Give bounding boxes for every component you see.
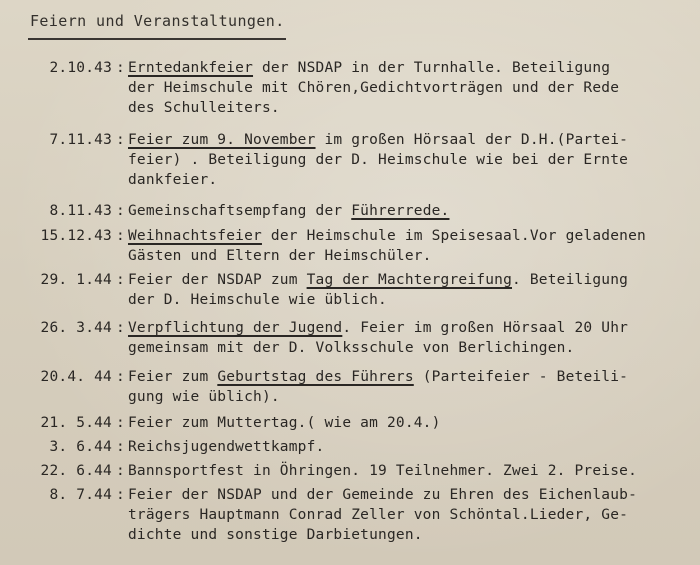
event-date: 21. 5.44 xyxy=(40,415,112,431)
event-date: 20.4. 44 xyxy=(40,369,112,385)
date-separator: : xyxy=(116,132,125,148)
event-date: 29. 1.44 xyxy=(40,272,112,288)
event-date: 3. 6.44 xyxy=(49,439,112,455)
description-line xyxy=(128,437,324,457)
text-segment: der Heimschule im Speisesaal.Vor geladenen xyxy=(261,228,646,244)
text-segment: gemeinsam mit der D. Volksschule von Berlichingen. xyxy=(128,340,575,356)
date-separator: : xyxy=(116,228,125,244)
description-line xyxy=(128,338,628,358)
text-segment: trägers Hauptmann Conrad Zeller von Schöntal.Lieder, Ge- xyxy=(128,507,629,523)
description-line xyxy=(128,226,646,246)
underlined-phrase: Weihnachtsfeier xyxy=(128,228,262,244)
event-date: 22. 6.44 xyxy=(40,463,112,479)
description-line xyxy=(128,170,628,190)
date-separator: : xyxy=(116,463,125,479)
heading-underline xyxy=(28,38,286,40)
event-date: 2.10.43 xyxy=(49,60,112,76)
text-segment: gung wie üblich). xyxy=(128,389,280,405)
text-segment: Feier zum xyxy=(128,369,218,385)
text-segment: (Parteifeier - Beteili- xyxy=(413,369,629,385)
underlined-phrase: Feier zum 9. November xyxy=(128,132,316,148)
event-description xyxy=(128,226,646,266)
event-date: 8.11.43 xyxy=(49,203,112,219)
text-segment: feier) . Beteiligung der D. Heimschule wie bei der Ernte xyxy=(128,152,629,168)
text-segment: Feier der NSDAP und der Gemeinde zu Ehren des Eichenlaub- xyxy=(128,487,637,503)
description-line xyxy=(128,461,637,481)
text-segment: der NSDAP in der Turnhalle. Beteiligung xyxy=(253,60,611,76)
text-segment: im großen Hörsaal der D.H.(Partei- xyxy=(315,132,629,148)
text-segment: der D. Heimschule wie üblich. xyxy=(128,292,387,308)
underlined-phrase: Führerrede. xyxy=(351,203,450,219)
description-line xyxy=(128,505,637,525)
date-separator: : xyxy=(116,369,125,385)
underlined-phrase: Verpflichtung der Jugend xyxy=(128,320,343,336)
text-segment: Gästen und Eltern der Heimschüler. xyxy=(128,248,432,264)
underlined-phrase: Geburtstag des Führers xyxy=(217,369,414,385)
text-segment: Gemeinschaftsempfang der xyxy=(128,203,352,219)
event-description xyxy=(128,58,619,118)
event-date: 26. 3.44 xyxy=(40,320,112,336)
description-line xyxy=(128,150,628,170)
description-line xyxy=(128,246,646,266)
event-date: 15.12.43 xyxy=(40,228,112,244)
text-segment: dichte und sonstige Darbietungen. xyxy=(128,527,423,543)
date-separator: : xyxy=(116,415,125,431)
text-segment: . Beteiligung xyxy=(512,272,629,288)
text-segment: Reichsjugendwettkampf. xyxy=(128,439,325,455)
date-separator: : xyxy=(116,60,125,76)
description-line xyxy=(128,387,628,407)
event-description xyxy=(128,270,628,310)
text-segment: der Heimschule mit Chören,Gedichtvorträgen und der Rede xyxy=(128,80,620,96)
date-separator: : xyxy=(116,487,125,503)
description-line xyxy=(128,98,619,118)
event-description xyxy=(128,485,637,545)
underlined-phrase: Tag der Machtergreifung xyxy=(306,272,512,288)
description-line xyxy=(128,201,449,221)
event-date: 7.11.43 xyxy=(49,132,112,148)
event-description xyxy=(128,461,637,481)
text-segment: Feier der NSDAP zum xyxy=(128,272,307,288)
description-line xyxy=(128,367,628,387)
section-heading: Feiern und Veranstaltungen. xyxy=(30,12,285,30)
text-segment: des Schulleiters. xyxy=(128,100,280,116)
description-line xyxy=(128,290,628,310)
event-description xyxy=(128,130,628,190)
date-separator: : xyxy=(116,272,125,288)
text-segment: Feier zum Muttertag.( wie am 20.4.) xyxy=(128,415,441,431)
date-separator: : xyxy=(116,320,125,336)
description-line xyxy=(128,485,637,505)
description-line xyxy=(128,130,628,150)
underlined-phrase: Erntedankfeier xyxy=(128,60,254,76)
description-line xyxy=(128,78,619,98)
text-segment: dankfeier. xyxy=(128,172,218,188)
description-line xyxy=(128,58,619,78)
description-line xyxy=(128,318,628,338)
event-description xyxy=(128,318,628,358)
event-description xyxy=(128,413,441,433)
event-description xyxy=(128,437,324,457)
description-line xyxy=(128,525,637,545)
event-description xyxy=(128,367,628,407)
event-date: 8. 7.44 xyxy=(49,487,112,503)
text-segment: Bannsportfest in Öhringen. 19 Teilnehmer. Zwei 2. Preise. xyxy=(128,463,637,479)
event-description xyxy=(128,201,449,221)
date-separator: : xyxy=(116,203,125,219)
description-line xyxy=(128,270,628,290)
date-separator: : xyxy=(116,439,125,455)
description-line xyxy=(128,413,441,433)
text-segment: . Feier im großen Hörsaal 20 Uhr xyxy=(342,320,629,336)
